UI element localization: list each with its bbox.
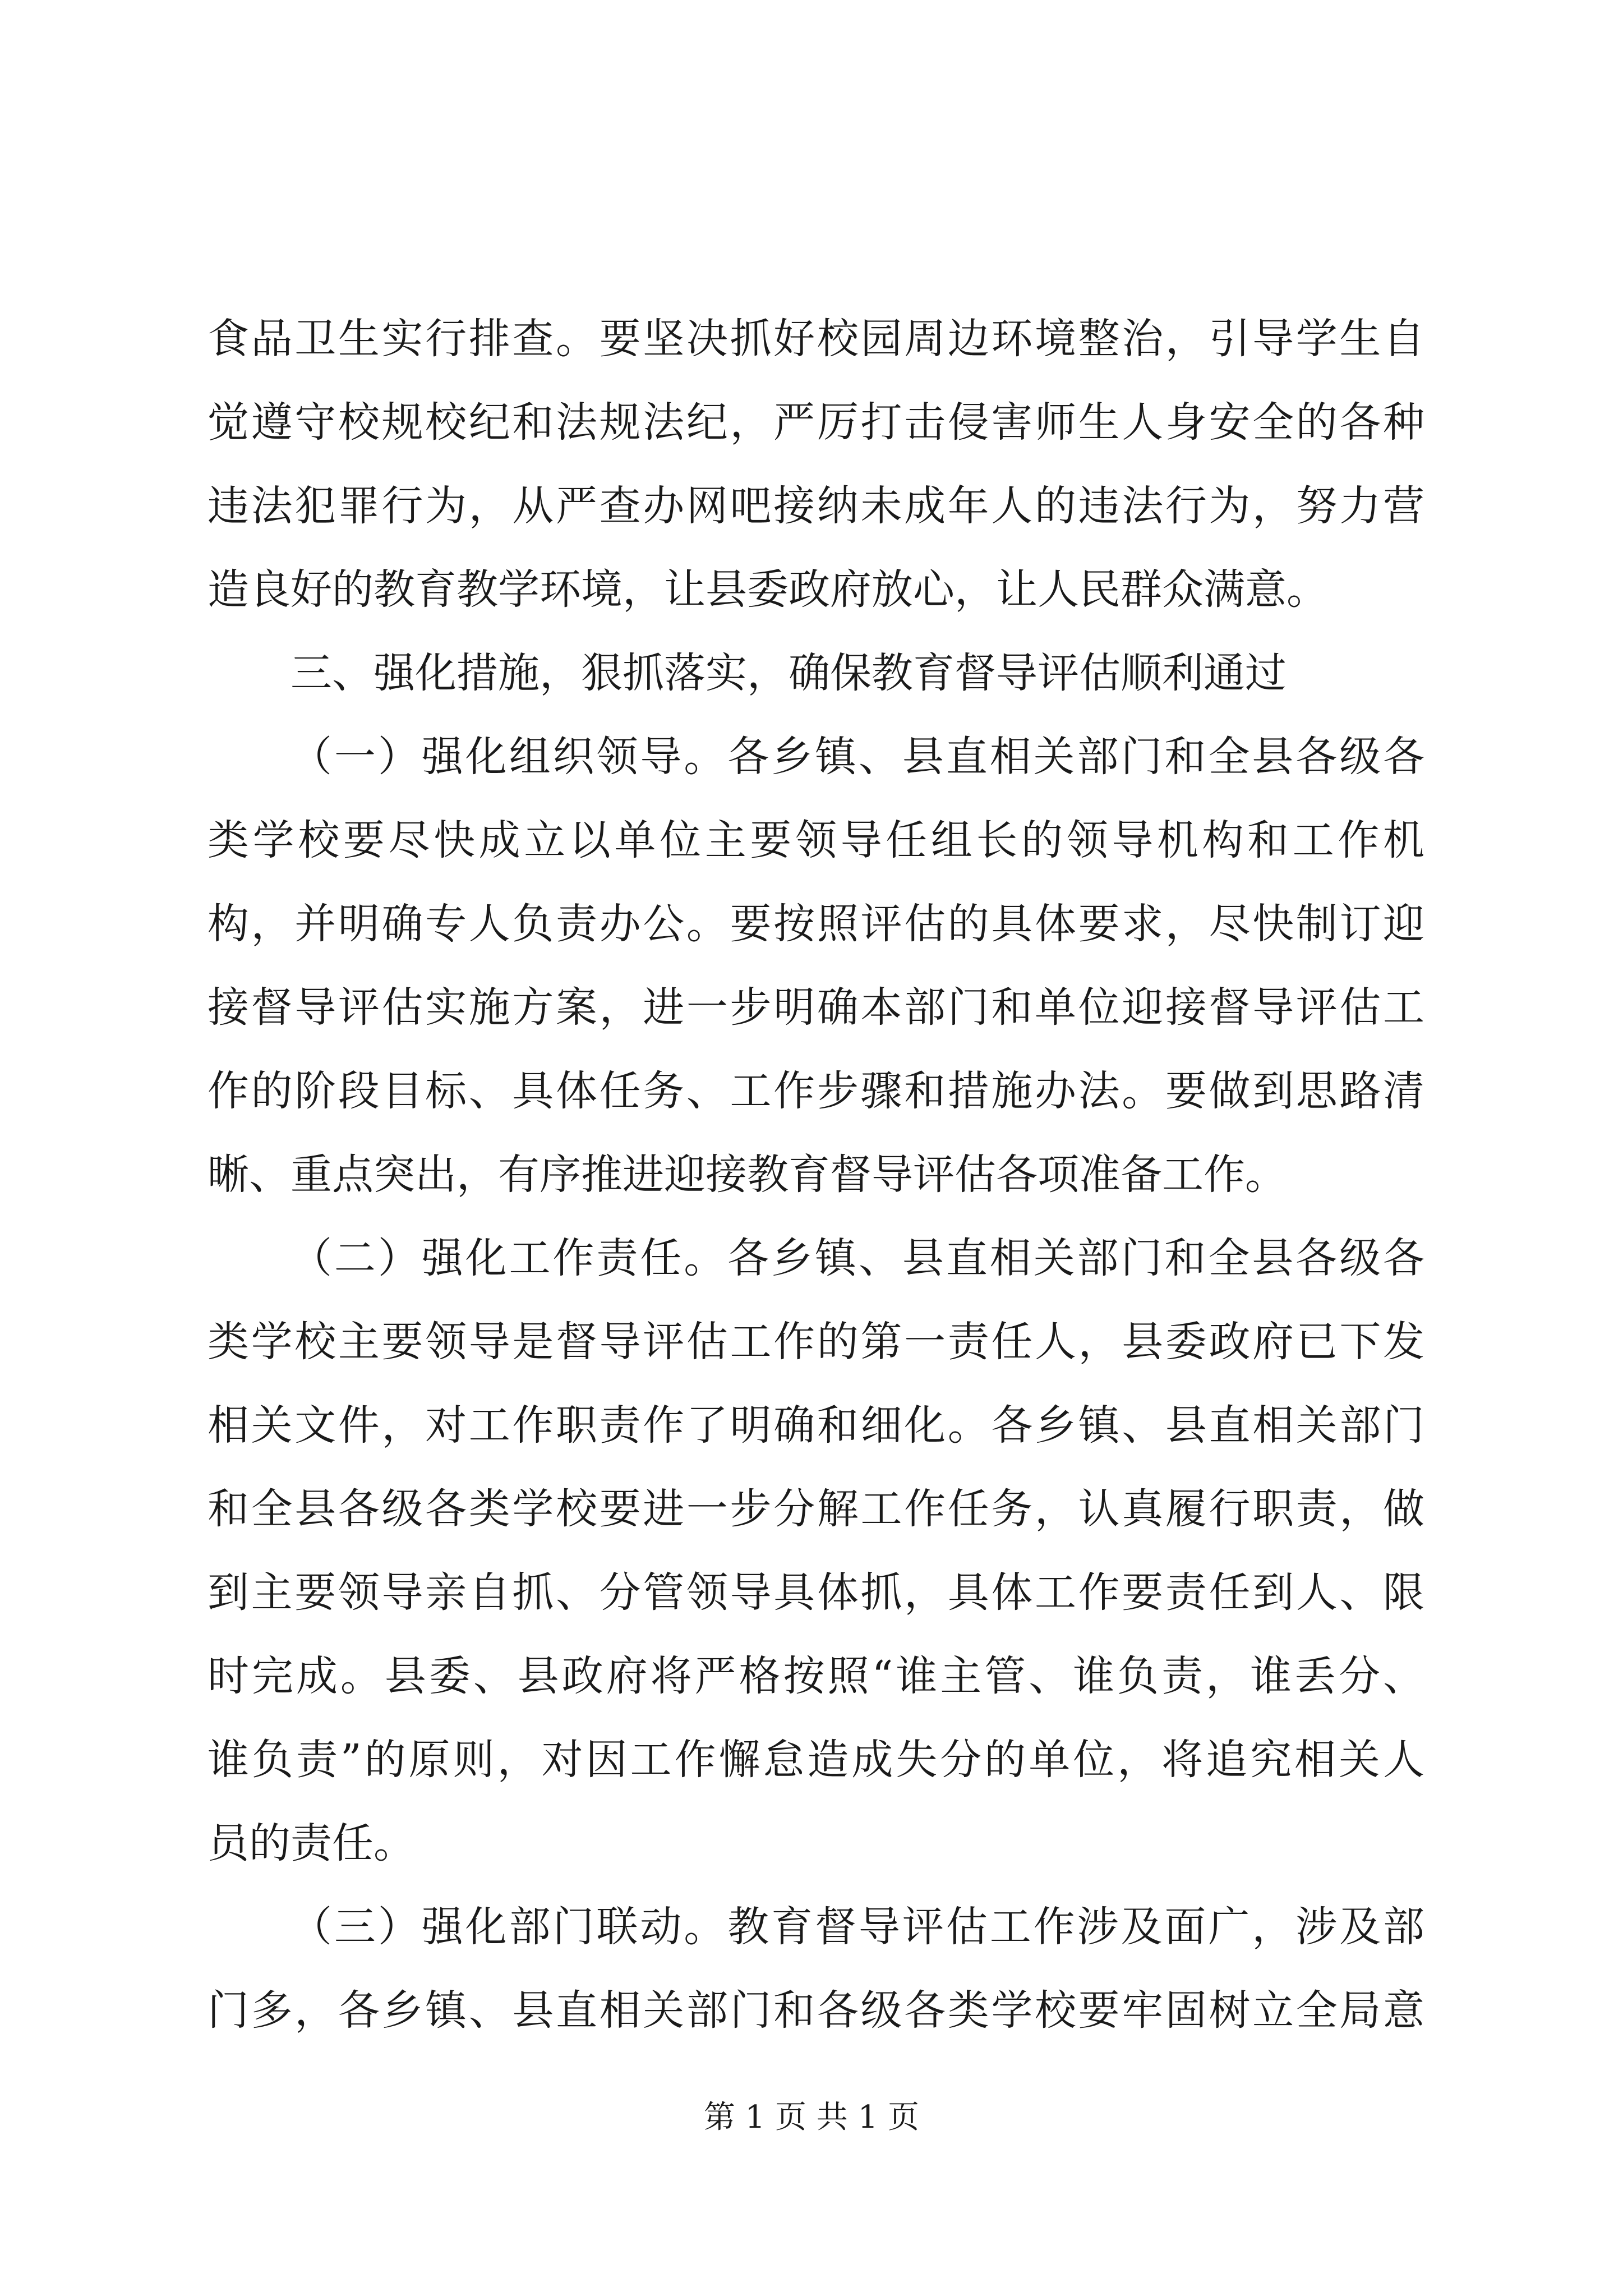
text-line: 违法犯罪行为，从严查办网吧接纳未成年人的违法行为，努力营 bbox=[208, 482, 1424, 530]
page-footer: 第 1 页 共 1 页 bbox=[703, 2099, 920, 2136]
text-line: （二）强化工作责任。各乡镇、县直相关部门和全县各级各 bbox=[291, 1234, 1424, 1282]
text-line: 构，并明确专人负责办公。要按照评估的具体要求，尽快制订迎 bbox=[208, 900, 1424, 948]
text-line: 时完成。县委、县政府将严格按照“谁主管、谁负责，谁丢分、 bbox=[208, 1652, 1424, 1700]
text-line: 作的阶段目标、具体任务、工作步骤和措施办法。要做到思路清 bbox=[208, 1067, 1424, 1115]
document-body bbox=[208, 297, 1424, 2053]
text-line: 到主要领导亲自抓、分管领导具体抓，具体工作要责任到人、限 bbox=[208, 1568, 1424, 1617]
text-line: 类学校主要领导是督导评估工作的第一责任人，县委政府已下发 bbox=[208, 1318, 1424, 1366]
text-line: 觉遵守校规校纪和法规法纪，严厉打击侵害师生人身安全的各种 bbox=[208, 398, 1424, 447]
text-line: 接督导评估实施方案，进一步明确本部门和单位迎接督导评估工 bbox=[208, 983, 1424, 1032]
text-line: 员的责任。 bbox=[208, 1819, 415, 1867]
text-line: 谁负责”的原则，对因工作懈怠造成失分的单位，将追究相关人 bbox=[208, 1736, 1424, 1784]
text-line: 相关文件，对工作职责作了明确和细化。各乡镇、县直相关部门 bbox=[208, 1401, 1424, 1450]
text-line: 晰、重点突出，有序推进迎接教育督导评估各项准备工作。 bbox=[208, 1151, 1287, 1199]
text-line: 造良好的教育教学环境，让县委政府放心，让人民群众满意。 bbox=[208, 565, 1328, 614]
text-line: 类学校要尽快成立以单位主要领导任组长的领导机构和工作机 bbox=[208, 816, 1424, 864]
text-line: （一）强化组织领导。各乡镇、县直相关部门和全县各级各 bbox=[291, 733, 1424, 781]
text-line: （三）强化部门联动。教育督导评估工作涉及面广，涉及部 bbox=[291, 1903, 1424, 1951]
text-line: 门多，各乡镇、县直相关部门和各级各类学校要牢固树立全局意 bbox=[208, 1986, 1424, 2035]
text-line: 和全县各级各类学校要进一步分解工作任务，认真履行职责，做 bbox=[208, 1485, 1424, 1533]
text-line: 食品卫生实行排查。要坚决抓好校园周边环境整治，引导学生自 bbox=[208, 315, 1424, 363]
section-heading: 三、强化措施，狠抓落实，确保教育督导评估顺利通过 bbox=[291, 649, 1287, 697]
